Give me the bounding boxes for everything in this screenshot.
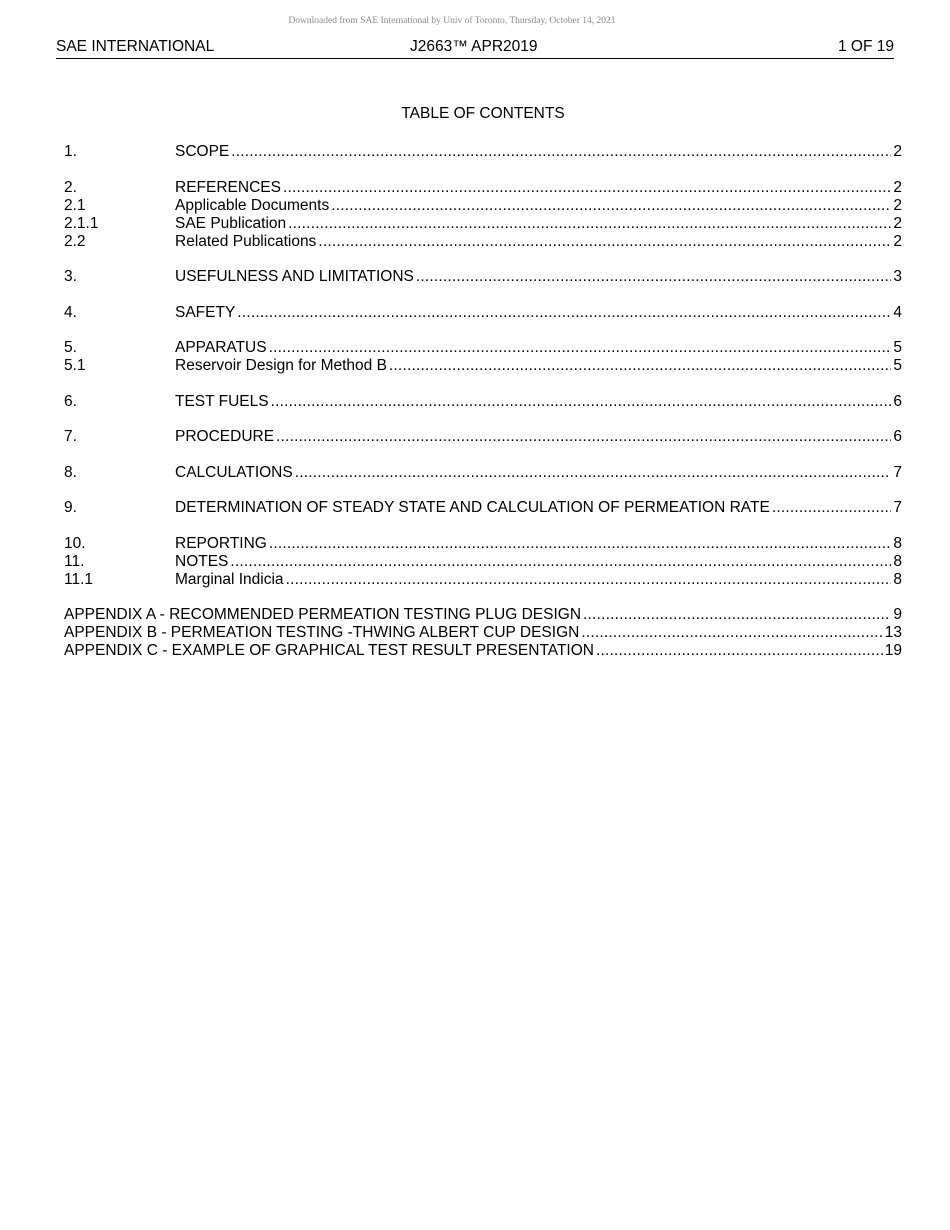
toc-number: 2.2: [64, 232, 86, 250]
toc-title: REPORTING: [175, 534, 267, 552]
toc-page: 19: [884, 642, 902, 659]
toc-number: 2.1: [64, 196, 86, 214]
toc-page: 4: [893, 303, 902, 321]
toc-title: Marginal Indicia: [175, 570, 284, 588]
toc-row[interactable]: [64, 357, 902, 375]
toc-title: TEST FUELS: [175, 392, 269, 410]
toc-row[interactable]: [64, 428, 902, 446]
toc-number: 5.: [64, 339, 77, 356]
toc-row[interactable]: [64, 339, 902, 357]
toc-page: 2: [893, 232, 902, 250]
toc-title: APPARATUS: [175, 339, 267, 356]
toc-page: 2: [893, 214, 902, 232]
toc-row[interactable]: [64, 393, 902, 411]
header-organization: SAE INTERNATIONAL: [56, 38, 215, 55]
toc-page: 6: [893, 428, 902, 445]
toc-page: 8: [893, 552, 902, 570]
toc-number: 7.: [64, 428, 77, 445]
download-watermark: Downloaded from SAE International by Univ of Toronto, Thursday, October 14, 2021: [288, 16, 616, 26]
toc-number: 1.: [64, 143, 77, 160]
toc-title: APPENDIX C - EXAMPLE OF GRAPHICAL TEST RESULT PRESENTATION: [64, 642, 594, 659]
toc-row[interactable]: [64, 233, 902, 251]
toc-row[interactable]: [64, 268, 902, 286]
toc-title: PROCEDURE: [175, 428, 275, 445]
toc-row[interactable]: [64, 499, 902, 517]
toc-page: 5: [893, 339, 902, 356]
page-header: [56, 38, 894, 59]
toc-title: Applicable Documents: [175, 196, 330, 214]
toc-row[interactable]: [64, 571, 902, 589]
toc-page: 3: [893, 268, 902, 285]
toc-row[interactable]: [64, 464, 902, 482]
toc-number: 2.1.1: [64, 214, 99, 232]
toc-page: 2: [893, 178, 902, 196]
header-page-count: 1 OF 19: [838, 38, 894, 55]
toc-row-appendix[interactable]: [64, 642, 902, 660]
toc-row[interactable]: [64, 179, 902, 197]
toc-title: DETERMINATION OF STEADY STATE AND CALCULATION OF PERMEATION RATE: [175, 499, 770, 516]
toc-title: SCOPE: [175, 143, 230, 160]
toc-page: 8: [893, 570, 902, 588]
toc-page: 2: [893, 196, 902, 214]
toc-title: Reservoir Design for Method B: [175, 357, 387, 374]
toc-title: Related Publications: [175, 232, 317, 250]
toc-row[interactable]: [64, 553, 902, 571]
toc-number: 3.: [64, 268, 77, 285]
toc-row[interactable]: [64, 197, 902, 215]
toc-title: APPENDIX A - RECOMMENDED PERMEATION TESTING PLUG DESIGN: [64, 606, 582, 623]
toc-page: 2: [893, 143, 902, 160]
toc-title: USEFULNESS AND LIMITATIONS: [175, 268, 414, 285]
toc-page: 6: [893, 392, 902, 410]
toc-page: 13: [884, 624, 902, 641]
toc-page: 5: [893, 357, 902, 374]
toc-number: 2.: [64, 178, 77, 196]
header-document-id: J2663™ APR2019: [410, 38, 538, 55]
toc-page: 7: [893, 499, 902, 516]
toc-title: APPENDIX B - PERMEATION TESTING -THWING ALBERT CUP DESIGN: [64, 624, 580, 641]
toc-page: 7: [893, 463, 902, 481]
toc-number: 4.: [64, 303, 77, 321]
toc-number: 5.1: [64, 357, 86, 374]
toc-title: SAE Publication: [175, 214, 287, 232]
toc-title: REFERENCES: [175, 178, 281, 196]
toc-number: 10.: [64, 534, 86, 552]
toc-title: NOTES: [175, 552, 229, 570]
toc-row[interactable]: [64, 535, 902, 553]
toc-number: 11.1: [64, 570, 94, 588]
toc-row-appendix[interactable]: [64, 606, 902, 624]
toc-row[interactable]: [64, 304, 902, 322]
toc-number: 9.: [64, 499, 77, 516]
toc-page: 9: [893, 606, 902, 623]
toc-number: 8.: [64, 463, 77, 481]
toc-page: 8: [893, 534, 902, 552]
toc-title: SAFETY: [175, 303, 236, 321]
table-of-contents: [64, 143, 902, 660]
toc-row[interactable]: [64, 215, 902, 233]
toc-title: CALCULATIONS: [175, 463, 293, 481]
toc-number: 11.: [64, 552, 85, 570]
toc-number: 6.: [64, 392, 77, 410]
toc-row[interactable]: [64, 143, 902, 161]
toc-heading: TABLE OF CONTENTS: [401, 105, 565, 122]
toc-row-appendix[interactable]: [64, 624, 902, 642]
